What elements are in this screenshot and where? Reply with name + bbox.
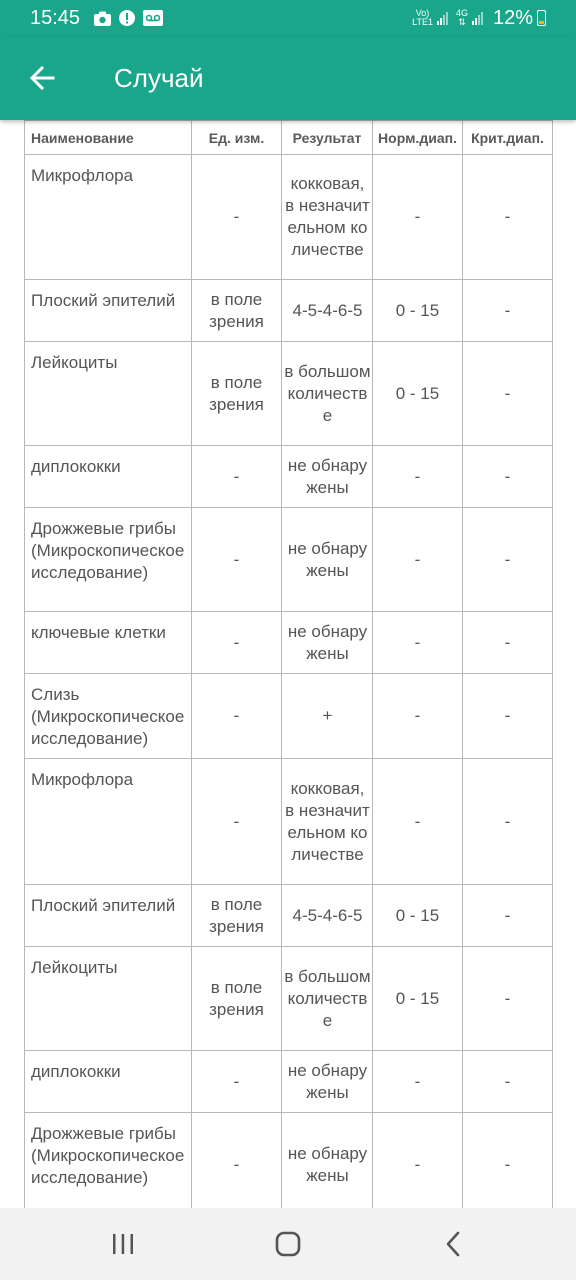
volte-label: Vo) bbox=[415, 8, 430, 18]
cell-unit: в поле зрения bbox=[192, 885, 282, 947]
table-row bbox=[25, 947, 553, 1051]
cell-result: не обнаружены bbox=[282, 446, 373, 508]
cell-crit: - bbox=[463, 508, 553, 612]
cell-crit: - bbox=[463, 885, 553, 947]
cell-result: не обнаружены bbox=[282, 612, 373, 674]
cell-name: Дрожжевые грибы (Микроскопическое исследование) bbox=[25, 508, 192, 612]
cell-norm: 0 - 15 bbox=[373, 342, 463, 446]
table-row bbox=[25, 1051, 553, 1113]
table-row bbox=[25, 508, 553, 612]
volte-indicator bbox=[412, 9, 433, 27]
battery-icon bbox=[537, 10, 546, 26]
cell-unit: - bbox=[192, 446, 282, 508]
signal-icon-2 bbox=[472, 11, 483, 25]
page-title: Случай bbox=[114, 62, 204, 93]
cell-norm: - bbox=[373, 155, 463, 280]
network-type-label: 4G bbox=[455, 8, 468, 18]
system-back-button[interactable] bbox=[423, 1219, 483, 1269]
cell-unit: - bbox=[192, 155, 282, 280]
cell-result: + bbox=[282, 674, 373, 759]
cell-result: кокковая, в незначительном количестве bbox=[282, 759, 373, 885]
arrow-back-icon bbox=[29, 65, 55, 91]
recents-icon bbox=[111, 1232, 135, 1256]
cell-name: Слизь (Микроскопическое исследование) bbox=[25, 674, 192, 759]
cell-unit: в поле зрения bbox=[192, 342, 282, 446]
cell-crit: - bbox=[463, 1051, 553, 1113]
signal-icon bbox=[437, 11, 448, 25]
app-bar bbox=[0, 36, 576, 120]
cell-crit: - bbox=[463, 155, 553, 280]
cell-result: в большом количестве bbox=[282, 342, 373, 446]
cell-result: 4-5-4-6-5 bbox=[282, 280, 373, 342]
cell-norm: - bbox=[373, 612, 463, 674]
lte-label: LTE1 bbox=[412, 17, 433, 27]
status-bar bbox=[0, 0, 576, 36]
back-icon bbox=[443, 1231, 463, 1257]
cell-name: Микрофлора bbox=[25, 759, 192, 885]
cell-norm: - bbox=[373, 1113, 463, 1209]
table-row bbox=[25, 885, 553, 947]
cell-name: ключевые клетки bbox=[25, 612, 192, 674]
camera-notification-icon bbox=[94, 11, 119, 26]
cell-crit: - bbox=[463, 759, 553, 885]
cell-crit: - bbox=[463, 342, 553, 446]
cell-name: Плоский эпителий bbox=[25, 885, 192, 947]
header-result: Результат bbox=[282, 121, 373, 155]
header-norm-range: Норм.диап. bbox=[373, 121, 463, 155]
cell-name: Микрофлора bbox=[25, 155, 192, 280]
cell-unit: - bbox=[192, 674, 282, 759]
cell-norm: 0 - 15 bbox=[373, 885, 463, 947]
alert-notification-icon bbox=[119, 10, 143, 26]
cell-crit: - bbox=[463, 612, 553, 674]
cell-name: диплококки bbox=[25, 446, 192, 508]
cell-result: в большом количестве bbox=[282, 947, 373, 1051]
cell-norm: - bbox=[373, 674, 463, 759]
header-name: Наименование bbox=[25, 121, 192, 155]
system-nav-bar bbox=[0, 1208, 576, 1280]
recents-button[interactable] bbox=[93, 1219, 153, 1269]
home-icon bbox=[274, 1230, 302, 1258]
cell-result: 4-5-4-6-5 bbox=[282, 885, 373, 947]
table-row bbox=[25, 155, 553, 280]
cell-name: диплококки bbox=[25, 1051, 192, 1113]
cell-result: кокковая, в незначительном количестве bbox=[282, 155, 373, 280]
cell-unit: - bbox=[192, 759, 282, 885]
cell-name: Плоский эпителий bbox=[25, 280, 192, 342]
cell-norm: 0 - 15 bbox=[373, 947, 463, 1051]
cell-norm: - bbox=[373, 446, 463, 508]
cell-unit: в поле зрения bbox=[192, 947, 282, 1051]
table-row bbox=[25, 280, 553, 342]
cell-crit: - bbox=[463, 446, 553, 508]
cell-norm: - bbox=[373, 1051, 463, 1113]
cell-crit: - bbox=[463, 947, 553, 1051]
cell-norm: 0 - 15 bbox=[373, 280, 463, 342]
back-button[interactable] bbox=[0, 36, 84, 120]
status-time: 15:45 bbox=[30, 6, 81, 29]
results-scroll-area[interactable] bbox=[0, 120, 576, 1208]
cell-unit: - bbox=[192, 508, 282, 612]
network-type: 4G ⇅ bbox=[455, 8, 468, 27]
cell-norm: - bbox=[373, 508, 463, 612]
cell-result: не обнаружены bbox=[282, 1051, 373, 1113]
table-row bbox=[25, 446, 553, 508]
table-row bbox=[25, 674, 553, 759]
cell-name: Дрожжевые грибы (Микроскопическое исследование) bbox=[25, 1113, 192, 1209]
header-unit: Ед. изм. bbox=[192, 121, 282, 155]
results-table bbox=[24, 120, 553, 1208]
table-row bbox=[25, 612, 553, 674]
header-crit-range: Крит.диап. bbox=[463, 121, 553, 155]
cell-name: Лейкоциты bbox=[25, 342, 192, 446]
cell-unit: - bbox=[192, 612, 282, 674]
cell-norm: - bbox=[373, 759, 463, 885]
cell-result: не обнаружены bbox=[282, 1113, 373, 1209]
cell-crit: - bbox=[463, 280, 553, 342]
table-header-row bbox=[25, 121, 553, 155]
cell-crit: - bbox=[463, 1113, 553, 1209]
cell-unit: - bbox=[192, 1051, 282, 1113]
cell-unit: в поле зрения bbox=[192, 280, 282, 342]
home-button[interactable] bbox=[258, 1219, 318, 1269]
table-row bbox=[25, 342, 553, 446]
battery-percent: 12% bbox=[492, 6, 533, 29]
cell-name: Лейкоциты bbox=[25, 947, 192, 1051]
cell-unit: - bbox=[192, 1113, 282, 1209]
cell-result: не обнаружены bbox=[282, 508, 373, 612]
cell-crit: - bbox=[463, 674, 553, 759]
voicemail-notification-icon bbox=[143, 10, 163, 26]
table-row bbox=[25, 1113, 553, 1209]
table-row bbox=[25, 759, 553, 885]
